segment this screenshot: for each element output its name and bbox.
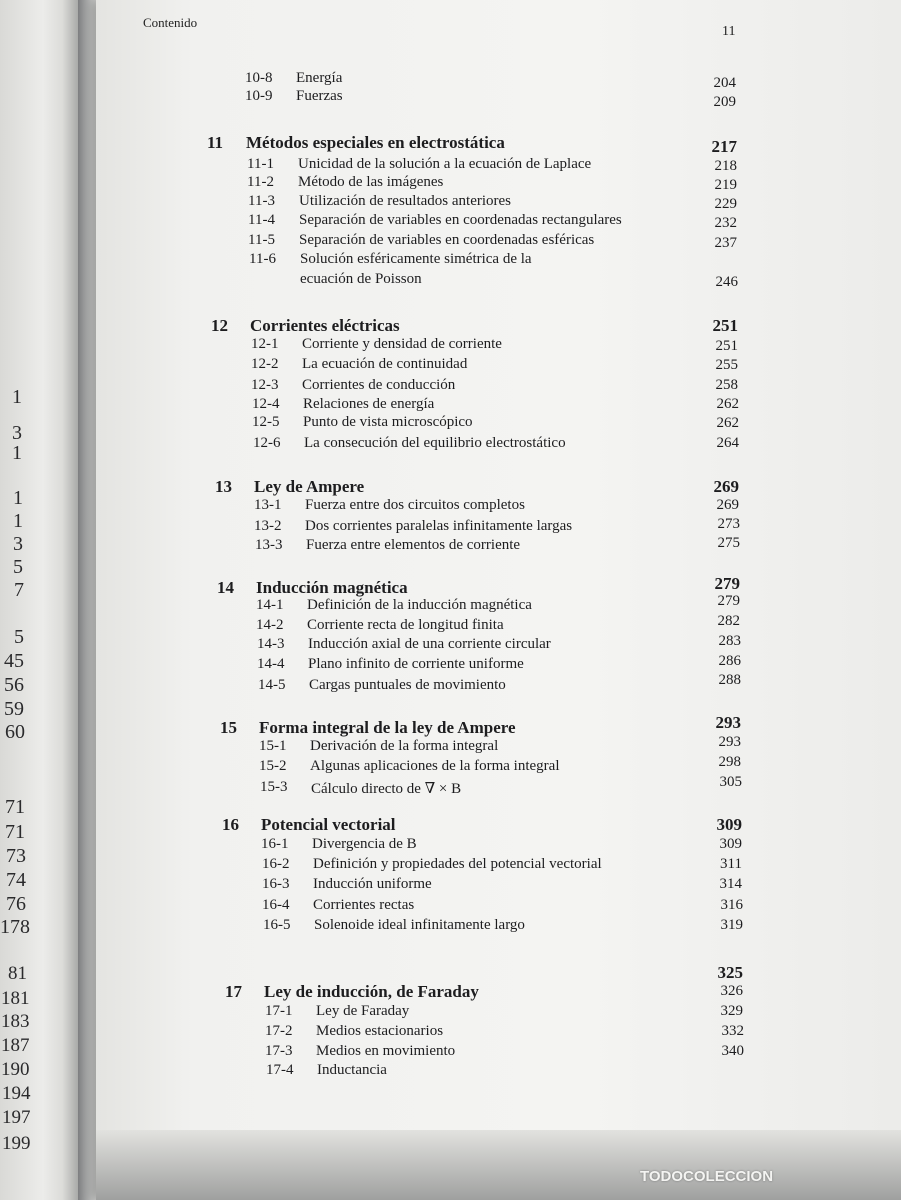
section-title: Solenoide ideal infinitamente largo <box>314 917 525 933</box>
facing-page-number: 56 <box>4 674 24 696</box>
section-title: Separación de variables en coordenadas esféricas <box>299 232 595 248</box>
section-title: Dos corrientes paralelas infinitamente largas <box>305 518 573 534</box>
watermark-logo: TODOCOLECCION <box>640 1168 774 1185</box>
section-page-number: 218 <box>714 158 737 174</box>
section-number: 16-2 <box>262 856 290 872</box>
page-bottom-shadow <box>96 1130 901 1200</box>
chapter-number: 15 <box>220 718 237 737</box>
chapter-page-number: 251 <box>712 316 738 335</box>
section-number: 16-4 <box>262 897 290 913</box>
section-page-number: 326 <box>720 983 743 999</box>
section-title: Solución esféricamente simétrica de la <box>300 251 532 267</box>
section-title: Relaciones de energía <box>303 396 435 412</box>
facing-page-number: 178 <box>0 916 30 938</box>
section-page-number: 262 <box>716 396 739 412</box>
chapter-number: 11 <box>207 133 224 152</box>
facing-page-number: 59 <box>4 698 24 720</box>
section-number: 14-3 <box>257 636 285 652</box>
section-page-number: 311 <box>720 856 742 872</box>
section-title: Inductancia <box>317 1062 387 1078</box>
facing-page-number: 190 <box>1 1059 30 1080</box>
section-title: Divergencia de B <box>312 836 417 852</box>
section-page-number: 282 <box>717 613 740 629</box>
section-title: Medios estacionarios <box>316 1023 444 1039</box>
section-title: Método de las imágenes <box>298 174 444 190</box>
facing-page-number: 45 <box>4 650 24 672</box>
section-page-number: 219 <box>714 177 737 193</box>
section-number: 14-2 <box>256 617 284 633</box>
section-title: Cálculo directo de ∇ × B <box>311 781 462 797</box>
facing-page-number: 1 <box>13 487 23 509</box>
section-title: Fuerza entre elementos de corriente <box>306 537 521 553</box>
chapter-title: Corrientes eléctricas <box>250 316 400 335</box>
facing-page-number: 5 <box>13 556 23 578</box>
section-title: Inducción axial de una corriente circular <box>308 636 551 652</box>
facing-page-number: 71 <box>5 821 25 843</box>
chapter-page-number: 325 <box>717 963 743 982</box>
section-title: Algunas aplicaciones de la forma integral <box>310 758 560 774</box>
section-title: Corrientes de conducción <box>302 377 456 393</box>
section-title: Definición y propiedades del potencial vectorial <box>313 856 602 872</box>
section-title: Cargas puntuales de movimiento <box>309 677 506 693</box>
left-facing-page <box>0 0 78 1200</box>
section-number: 14-1 <box>256 597 284 613</box>
section-number: 15-1 <box>259 738 287 754</box>
section-number: 15-2 <box>259 758 287 774</box>
facing-page-number: 7 <box>14 579 24 601</box>
facing-page-number: 181 <box>1 988 30 1009</box>
section-page-number: 340 <box>721 1043 744 1059</box>
chapter-title: Forma integral de la ley de Ampere <box>259 718 516 737</box>
section-title: Fuerza entre dos circuitos completos <box>305 497 525 513</box>
facing-page-number: 3 <box>12 422 22 444</box>
section-number: 13-3 <box>255 537 283 553</box>
facing-page-number: 194 <box>2 1083 31 1104</box>
section-number: 17-2 <box>265 1023 293 1039</box>
facing-page-number: 1 <box>13 510 23 532</box>
section-number: 13-1 <box>254 497 282 513</box>
section-page-number: 262 <box>716 415 739 431</box>
section-title: La ecuación de continuidad <box>302 356 468 372</box>
page-number: 11 <box>722 24 736 39</box>
section-number: 12-6 <box>253 435 281 451</box>
chapter-title: Ley de inducción, de Faraday <box>264 982 479 1001</box>
section-page-number: 316 <box>720 897 743 913</box>
section-title-continued: ecuación de Poisson <box>300 271 422 287</box>
section-number: 12-3 <box>251 377 279 393</box>
section-title: Definición de la inducción magnética <box>307 597 532 613</box>
section-number: 16-5 <box>263 917 291 933</box>
section-page-number: 293 <box>718 734 741 750</box>
facing-page-number: 197 <box>2 1107 31 1128</box>
section-number: 13-2 <box>254 518 282 534</box>
section-number: 14-5 <box>258 677 286 693</box>
section-page-number: 246 <box>715 274 738 290</box>
section-title: Corriente recta de longitud finita <box>307 617 504 633</box>
section-number: 14-4 <box>257 656 285 672</box>
facing-page-number: 3 <box>13 533 23 555</box>
chapter-number: 13 <box>215 477 232 496</box>
section-page-number: 237 <box>714 235 737 251</box>
section-title: Inducción uniforme <box>313 876 432 892</box>
facing-page-number: 187 <box>1 1035 30 1056</box>
section-page-number: 283 <box>718 633 741 649</box>
section-page-number: 232 <box>714 215 737 231</box>
section-number: 17-1 <box>265 1003 293 1019</box>
section-number: 10-9 <box>245 88 273 104</box>
section-number: 16-1 <box>261 836 289 852</box>
chapter-number: 14 <box>217 578 234 597</box>
section-number: 17-4 <box>266 1062 294 1078</box>
section-page-number: 305 <box>719 774 742 790</box>
section-page-number: 314 <box>719 876 742 892</box>
section-page-number: 229 <box>714 196 737 212</box>
section-page-number: 269 <box>716 497 739 513</box>
facing-page-number: 76 <box>6 893 26 915</box>
chapter-page-number: 217 <box>711 137 737 156</box>
chapter-page-number: 269 <box>713 477 739 496</box>
section-page-number: 298 <box>718 754 741 770</box>
facing-page-number: 81 <box>8 963 27 984</box>
section-number: 11-1 <box>247 156 274 172</box>
section-title: Energía <box>296 70 343 86</box>
chapter-number: 16 <box>222 815 239 834</box>
section-number: 17-3 <box>265 1043 293 1059</box>
section-page-number: 319 <box>720 917 743 933</box>
section-title: Plano infinito de corriente uniforme <box>308 656 524 672</box>
section-page-number: 288 <box>718 672 741 688</box>
section-title: Derivación de la forma integral <box>310 738 499 754</box>
facing-page-number: 1 <box>12 442 22 464</box>
section-number: 12-2 <box>251 356 279 372</box>
chapter-number: 12 <box>211 316 228 335</box>
section-number: 11-2 <box>247 174 274 190</box>
section-page-number: 329 <box>720 1003 743 1019</box>
section-page-number: 204 <box>713 75 736 91</box>
chapter-title: Potencial vectorial <box>261 815 396 834</box>
section-page-number: 264 <box>716 435 739 451</box>
facing-page-number: 73 <box>6 845 26 867</box>
facing-page-number: 60 <box>5 721 25 743</box>
section-number: 11-4 <box>248 212 275 228</box>
section-title: La consecución del equilibrio electrostático <box>304 435 566 451</box>
section-page-number: 309 <box>719 836 742 852</box>
facing-page-number: 5 <box>14 626 24 648</box>
section-page-number: 286 <box>718 653 741 669</box>
section-page-number: 258 <box>715 377 738 393</box>
section-title: Punto de vista microscópico <box>303 414 473 430</box>
section-title: Corrientes rectas <box>313 897 415 913</box>
section-page-number: 255 <box>715 357 738 373</box>
section-page-number: 273 <box>717 516 740 532</box>
facing-page-number: 199 <box>2 1133 31 1154</box>
section-number: 11-5 <box>248 232 275 248</box>
chapter-page-number: 309 <box>716 815 742 834</box>
section-page-number: 209 <box>713 94 736 110</box>
section-number: 12-5 <box>252 414 280 430</box>
section-number: 12-1 <box>251 336 279 352</box>
section-number: 12-4 <box>252 396 280 412</box>
section-number: 15-3 <box>260 779 288 795</box>
chapter-page-number: 293 <box>715 713 741 732</box>
section-number: 16-3 <box>262 876 290 892</box>
facing-page-number: 71 <box>5 796 25 818</box>
chapter-title: Métodos especiales en electrostática <box>246 133 505 152</box>
section-title: Ley de Faraday <box>316 1003 410 1019</box>
section-title: Medios en movimiento <box>316 1043 456 1059</box>
section-title: Fuerzas <box>296 88 343 104</box>
chapter-title: Ley de Ampere <box>254 477 365 496</box>
section-page-number: 332 <box>721 1023 744 1039</box>
chapter-title: Inducción magnética <box>256 578 408 597</box>
section-number: 10-8 <box>245 70 273 86</box>
facing-page-number: 74 <box>6 869 26 891</box>
section-title: Unicidad de la solución a la ecuación de Laplace <box>298 156 592 172</box>
section-page-number: 279 <box>717 593 740 609</box>
section-title: Corriente y densidad de corriente <box>302 336 502 352</box>
section-page-number: 275 <box>717 535 740 551</box>
facing-page-number: 183 <box>1 1011 30 1032</box>
section-title: Utilización de resultados anteriores <box>299 193 512 209</box>
running-header-section: Contenido <box>143 15 198 30</box>
section-number: 11-3 <box>248 193 275 209</box>
section-number: 11-6 <box>249 251 276 267</box>
section-title: Separación de variables en coordenadas rectangulares <box>299 212 622 228</box>
chapter-page-number: 279 <box>714 574 740 593</box>
facing-page-number: 1 <box>12 386 22 408</box>
chapter-number: 17 <box>225 982 242 1001</box>
section-page-number: 251 <box>715 338 738 354</box>
